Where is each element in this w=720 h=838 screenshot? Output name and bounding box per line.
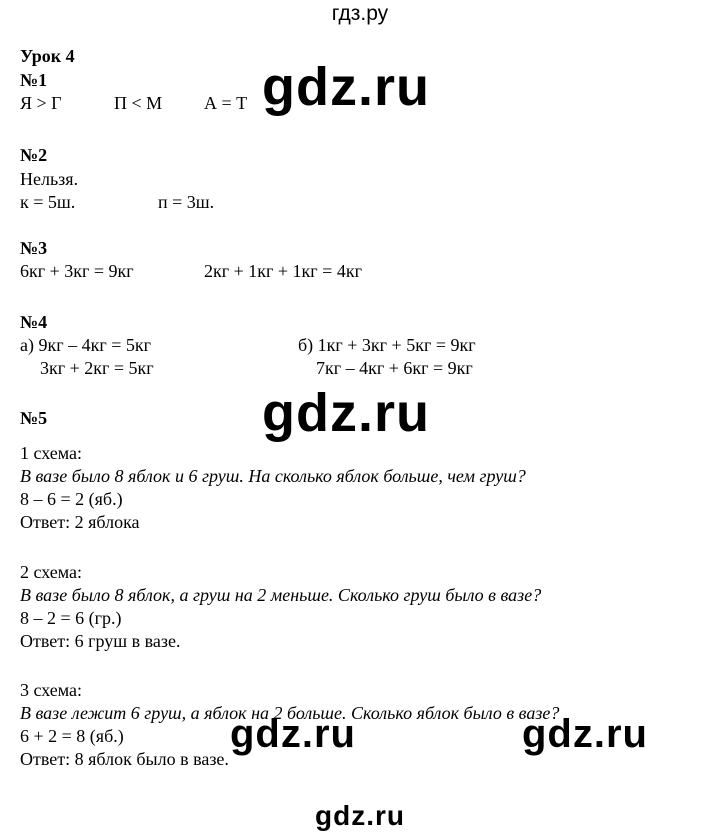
task-3-item: 2кг + 1кг + 1кг = 4кг [204, 261, 362, 281]
scheme-answer: Ответ: 8 яблок было в вазе. [20, 749, 229, 769]
scheme-title: 2 схема: [20, 562, 83, 582]
site-header: гдз.ру [331, 2, 389, 25]
scheme-solution: 8 – 6 = 2 (яб.) [20, 489, 123, 509]
scheme-title: 3 схема: [20, 680, 83, 700]
task-2-line: Нельзя. [20, 169, 79, 189]
task-4-label: №4 [20, 312, 48, 332]
footer-watermark: gdz.ru [315, 800, 405, 831]
scheme-answer: Ответ: 2 яблока [20, 512, 140, 532]
task-2-item: п = 3ш. [158, 192, 215, 212]
scheme-title: 1 схема: [20, 443, 83, 463]
watermark: gdz.ru [262, 57, 430, 117]
task-2-item: к = 5ш. [20, 192, 76, 212]
task-5-label: №5 [20, 408, 48, 428]
task-1-item: Я > Г [20, 93, 62, 113]
scheme-problem: В вазе было 8 яблок, а груш на 2 меньше. Сколько груш было в вазе? [20, 585, 542, 605]
scheme-problem: В вазе было 8 яблок и 6 груш. На сколько яблок больше, чем груш? [20, 466, 526, 486]
task-1-item: А = Т [204, 93, 248, 113]
watermark: gdz.ru [262, 383, 430, 443]
lesson-title: Урок 4 [20, 46, 75, 66]
scheme-solution: 8 – 2 = 6 (гр.) [20, 608, 122, 628]
task-4-a-line: 3кг + 2кг = 5кг [40, 358, 154, 378]
scheme-problem: В вазе лежит 6 груш, а яблок на 2 больше. Сколько яблок было в вазе? [20, 703, 560, 723]
watermark: gdz.ru [230, 712, 356, 756]
task-3-label: №3 [20, 238, 48, 258]
task-3-item: 6кг + 3кг = 9кг [20, 261, 134, 281]
task-2-label: №2 [20, 145, 48, 165]
scheme-solution: 6 + 2 = 8 (яб.) [20, 726, 124, 746]
watermark: gdz.ru [522, 712, 648, 756]
task-4-b-line: 7кг – 4кг + 6кг = 9кг [316, 358, 473, 378]
task-1-label: №1 [20, 70, 48, 90]
task-4-b-line: б) 1кг + 3кг + 5кг = 9кг [298, 335, 476, 355]
task-1-item: П < М [114, 93, 163, 113]
scheme-answer: Ответ: 6 груш в вазе. [20, 631, 181, 651]
task-4-a-line: а) 9кг – 4кг = 5кг [20, 335, 152, 355]
